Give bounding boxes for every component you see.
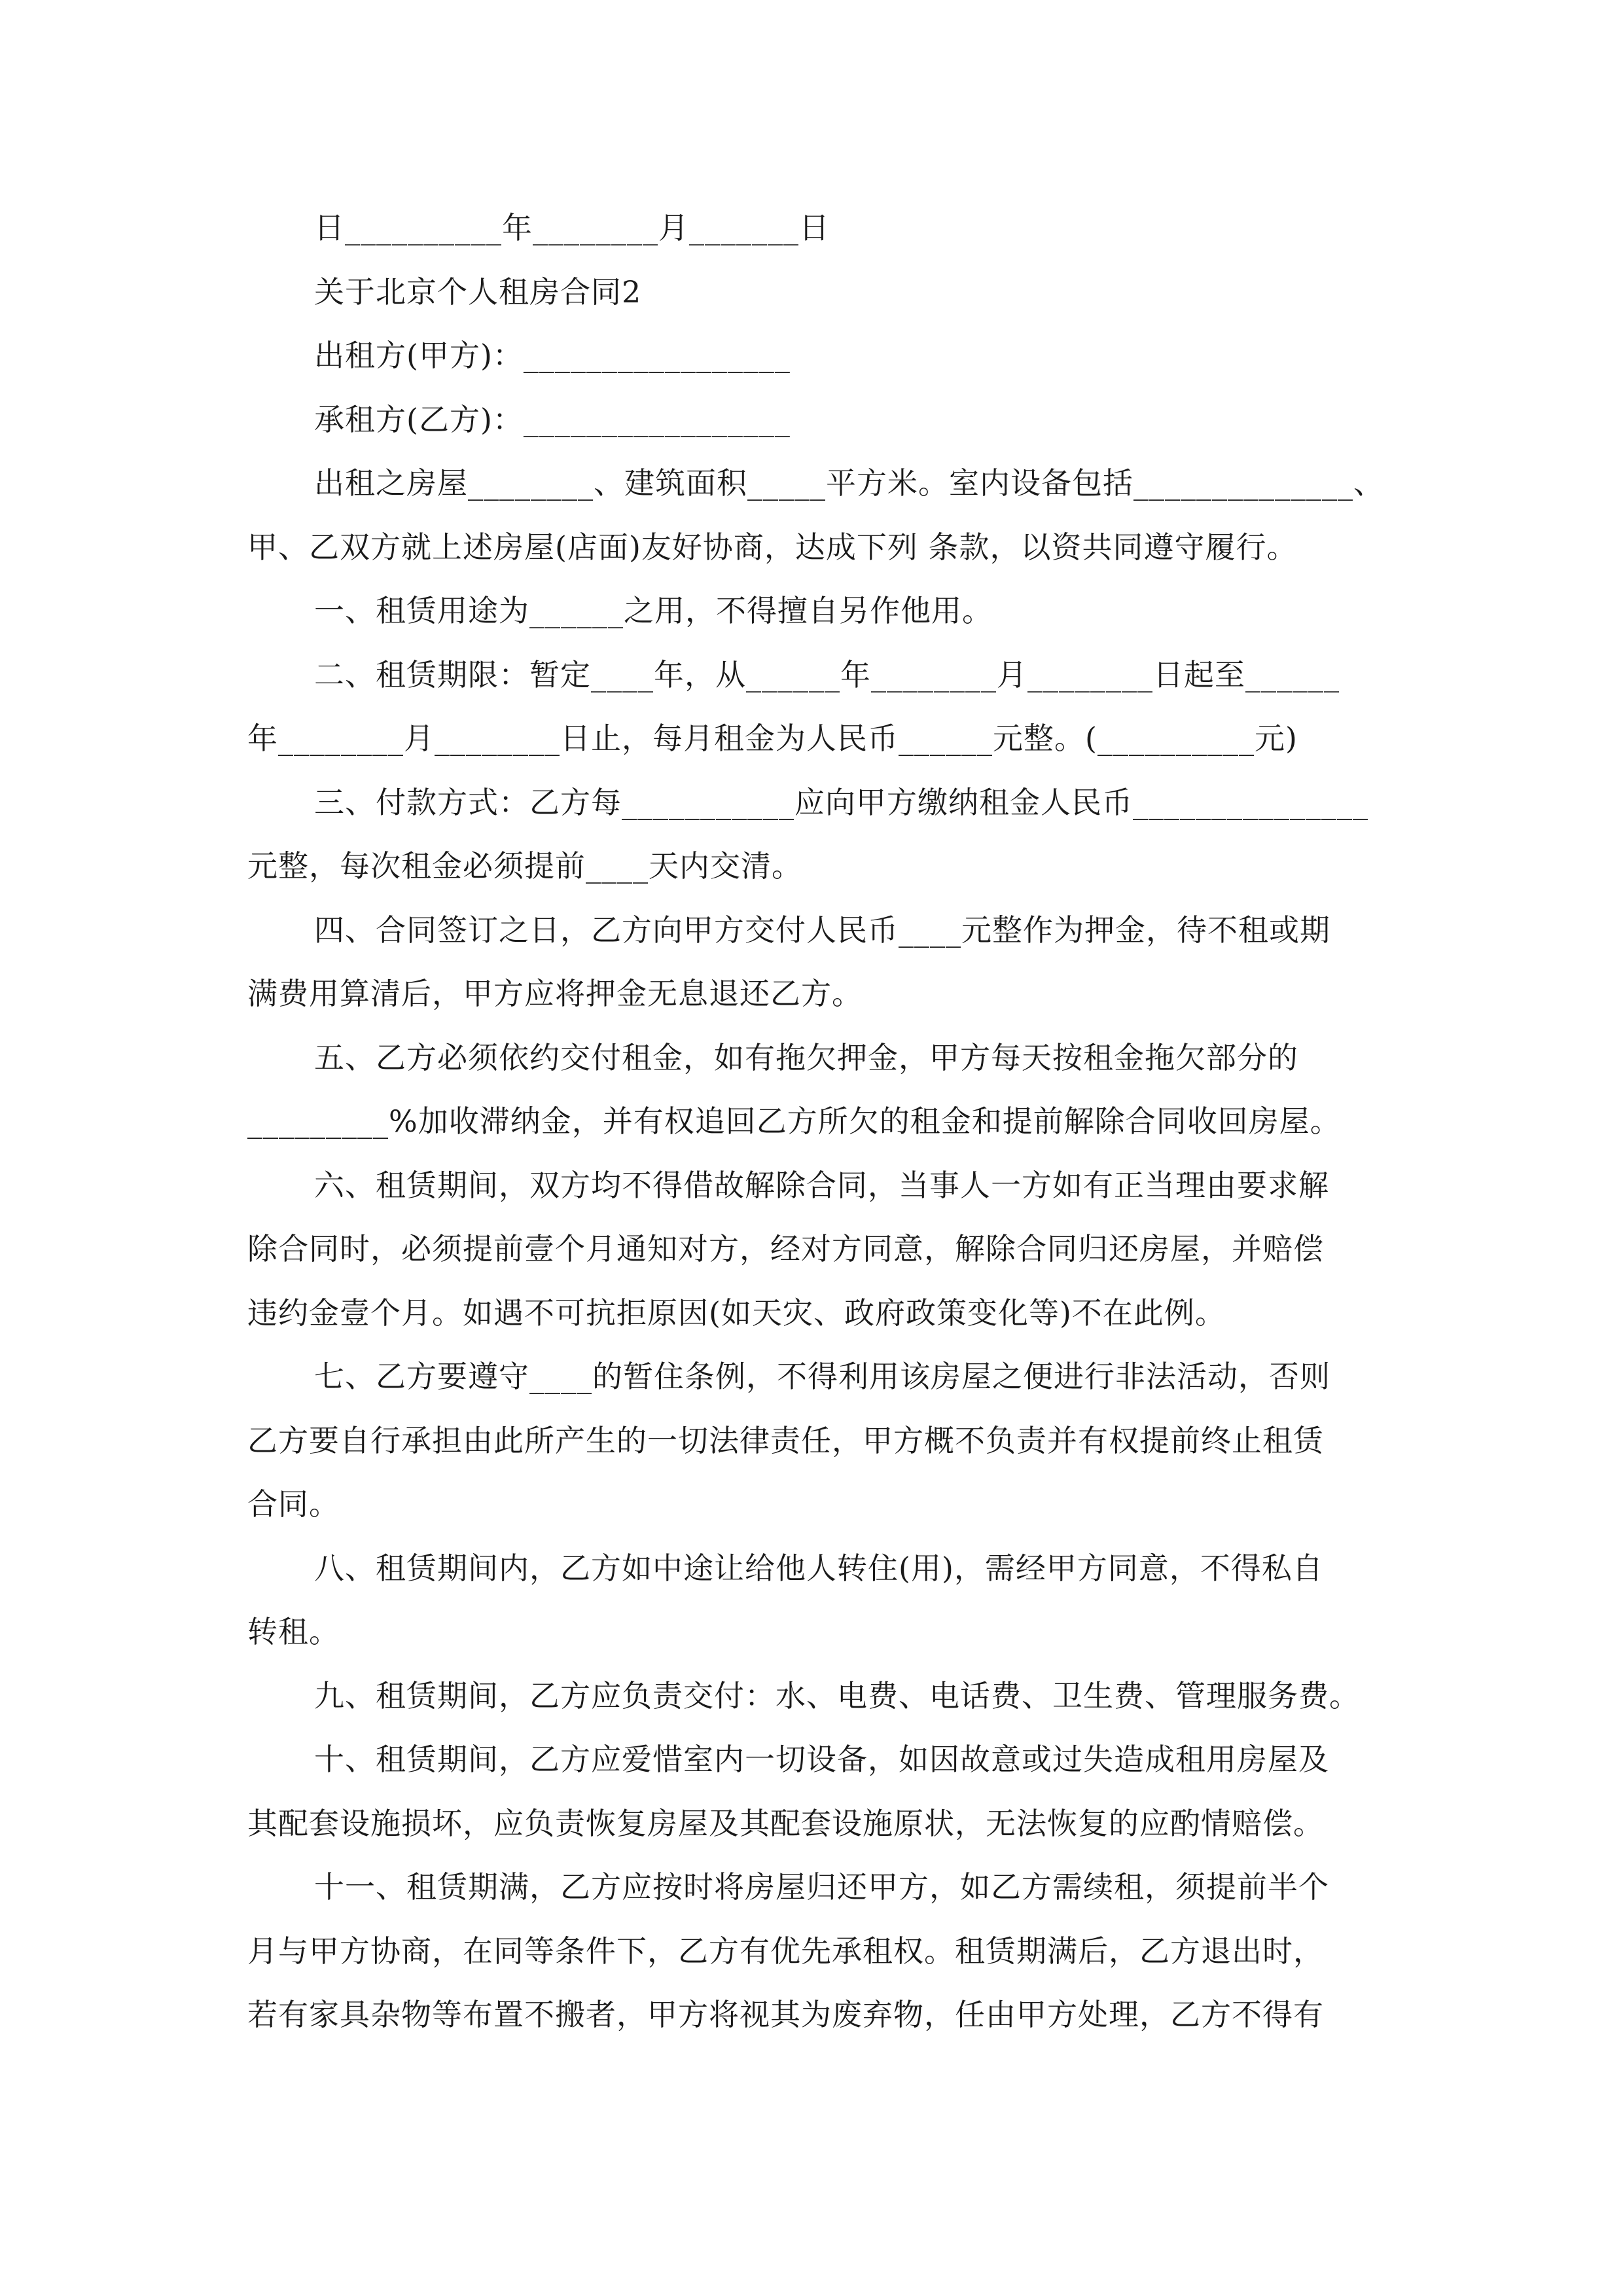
agreement-line: 甲、乙双方就上述房屋(店面)友好协商，达成下列 条款，以资共同遵守履行。	[247, 529, 1298, 565]
clause-2-line-2: 年________月________日止，每月租金为人民币______元整。(__________元)	[247, 721, 1298, 756]
clause-6-line-2: 除合同时，必须提前壹个月通知对方，经对方同意，解除合同归还房屋，并赔偿	[247, 1231, 1324, 1266]
clause-8-line-2: 转租。	[247, 1614, 340, 1649]
clause-4-line-1: 四、合同签订之日，乙方向甲方交付人民币____元整作为押金，待不租或期	[314, 912, 1330, 948]
lessee-line: 承租方(乙方)：_________________	[314, 402, 791, 437]
contract-title: 关于北京个人租房合同2	[314, 274, 642, 310]
clause-4-line-2: 满费用算清后，甲方应将押金无息退还乙方。	[247, 976, 863, 1011]
clause-5-line-2: _________%加收滞纳金，并有权追回乙方所欠的租金和提前解除合同收回房屋。	[247, 1103, 1341, 1139]
clause-10-line-1: 十、租赁期间，乙方应爱惜室内一切设备，如因故意或过失造成租用房屋及	[314, 1742, 1329, 1777]
clause-7-line-3: 合同。	[247, 1486, 340, 1522]
clause-11-line-2: 月与甲方协商，在同等条件下，乙方有优先承租权。租赁期满后，乙方退出时，	[247, 1933, 1324, 1969]
clause-5-line-1: 五、乙方必须依约交付租金，如有拖欠押金，甲方每天按租金拖欠部分的	[314, 1040, 1298, 1075]
clause-11-line-3: 若有家具杂物等布置不搬者，甲方将视其为废弃物，任由甲方处理，乙方不得有	[247, 1997, 1324, 2032]
clause-10-line-2: 其配套设施损坏，应负责恢复房屋及其配套设施原状，无法恢复的应酌情赔偿。	[247, 1806, 1324, 1841]
date-line: 日__________年________月_______日	[314, 210, 830, 245]
clause-6-line-3: 违约金壹个月。如遇不可抗拒原因(如天灾、政府政策变化等)不在此例。	[247, 1295, 1226, 1331]
clause-3-line-2: 元整，每次租金必须提前____天内交清。	[247, 848, 802, 884]
clause-8-line-1: 八、租赁期间内，乙方如中途让给他人转住(用)，需经甲方同意，不得私自	[314, 1551, 1323, 1586]
clause-2-line-1: 二、租赁期限：暂定____年，从______年________月________日起至______	[314, 657, 1340, 692]
clause-9: 九、租赁期间，乙方应负责交付：水、电费、电话费、卫生费、管理服务费。	[314, 1678, 1360, 1713]
clause-3-line-1: 三、付款方式：乙方每___________应向甲方缴纳租金人民币_______________	[314, 785, 1368, 820]
lessor-line: 出租方(甲方)：_________________	[314, 338, 791, 373]
clause-1: 一、租赁用途为______之用，不得擅自另作他用。	[314, 593, 993, 628]
premises-line: 出租之房屋________、建筑面积_____平方米。室内设备包括______________、	[314, 465, 1384, 501]
clause-7-line-2: 乙方要自行承担由此所产生的一切法律责任，甲方概不负责并有权提前终止租赁	[247, 1423, 1324, 1458]
clause-11-line-1: 十一、租赁期满，乙方应按时将房屋归还甲方，如乙方需续租，须提前半个	[314, 1869, 1329, 1905]
clause-6-line-1: 六、租赁期间，双方均不得借故解除合同，当事人一方如有正当理由要求解	[314, 1168, 1329, 1203]
clause-7-line-1: 七、乙方要遵守____的暂住条例，不得利用该房屋之便进行非法活动，否则	[314, 1359, 1330, 1394]
